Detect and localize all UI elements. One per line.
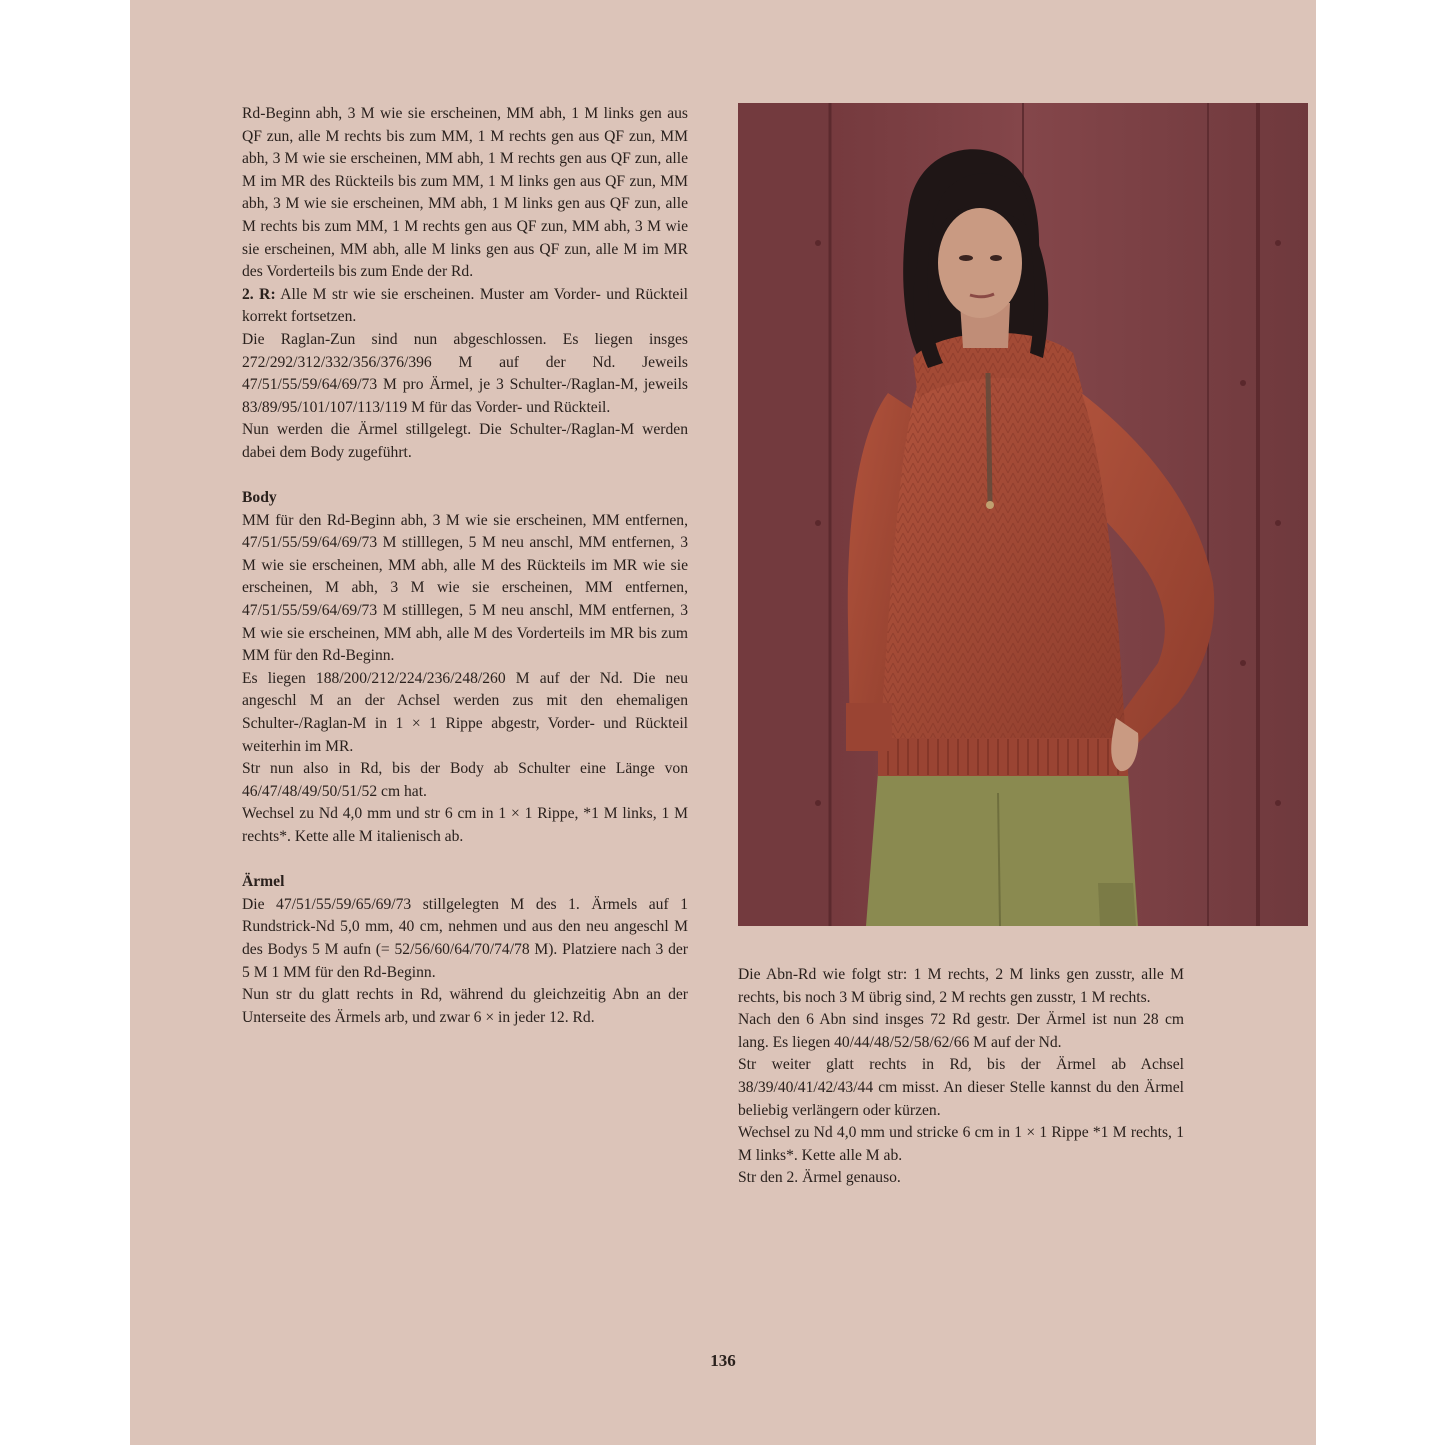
page-number: 136	[710, 1351, 736, 1370]
paragraph: Wechsel zu Nd 4,0 mm und stricke 6 cm in 1 × 1 Rippe *1 M rechts, 1 M links*. Kette alle M ab.	[738, 1124, 1184, 1164]
paragraph: Die 47/51/55/59/65/69/73 stillgelegten M des 1. Ärmels auf 1 Rundstrick-Nd 5,0 mm, 40 cm, nehmen und aus den neu angeschl M des Bodys 5 M aufn (= 52/56/60/64/70/74/78 M). Platziere nach 3 der 5 M 1 MM für den Rd-Beginn.	[242, 895, 688, 981]
paragraph: Nun str du glatt rechts in Rd, während du gleichzeitig Abn an der Unterseite des Ärmels arb, und zwar 6 × in jeder 12. Rd.	[242, 986, 688, 1026]
book-page	[130, 0, 1316, 1445]
left-text-column	[242, 103, 688, 1029]
paragraph	[242, 284, 688, 329]
section-heading-body: Body	[242, 489, 277, 507]
paragraph: Es liegen 188/200/212/224/236/248/260 M auf der Nd. Die neu angeschl M an der Achsel werden zus mit den ehemaligen Schulter-/Raglan-M in 1 × 1 Rippe abgestr, Vorder- und Rückteil weiterhin im MR.	[242, 669, 688, 755]
section-heading-armel: Ärmel	[242, 873, 285, 891]
paragraph: Str den 2. Ärmel genauso.	[738, 1169, 901, 1187]
paragraph: Die Raglan-Zun sind nun abgeschlossen. Es liegen insges 272/292/312/332/356/376/396 M auf der Nd. Jeweils 47/51/55/59/64/69/73 M pro Ärmel, je 3 Schulter-/Raglan-M, jeweils 83/89/95/101/107/113/119 M für das Vorder- und Rückteil.	[242, 330, 688, 416]
paragraph: Rd-Beginn abh, 3 M wie sie erscheinen, MM abh, 1 M links gen aus QF zun, alle M rechts bis zum MM, 1 M rechts gen aus QF zun, MM abh, 3 M wie sie erscheinen, MM abh, 1 M rechts gen aus QF zun, alle M im MR des Rückteils bis zum MM, 1 M links gen aus QF zun, MM abh, 3 M wie sie erscheinen, MM abh, 1 M links gen aus QF zun, alle M rechts bis zum MM, 1 M rechts gen aus QF zun, MM abh, 3 M wie sie erscheinen, MM abh, alle M links gen aus QF zun, alle M im MR des Vorderteils bis zum Ende der Rd.	[242, 105, 688, 281]
paragraph: Nach den 6 Abn sind insges 72 Rd gestr. Der Ärmel ist nun 28 cm lang. Es liegen 40/44/48/52/58/62/66 M auf der Nd.	[738, 1011, 1184, 1051]
paragraph: Die Abn-Rd wie folgt str: 1 M rechts, 2 M links gen zusstr, alle M rechts, bis noch 3 M übrig sind, 2 M rechts gen zusstr, 1 M rechts.	[738, 966, 1184, 1006]
row-text: Alle M str wie sie erscheinen. Muster am Vorder- und Rückteil korrekt fortsetzen.	[242, 285, 688, 326]
paragraph: Str nun also in Rd, bis der Body ab Schulter eine Länge von 46/47/48/49/50/51/52 cm hat.	[242, 760, 688, 800]
row-label: 2. R:	[242, 285, 276, 303]
right-text-column	[738, 964, 1184, 1190]
model-photo	[738, 103, 1308, 926]
paragraph: Str weiter glatt rechts in Rd, bis der Ärmel ab Achsel 38/39/40/41/42/43/44 cm misst. An dieser Stelle kannst du den Ärmel beliebig verlängern oder kürzen.	[738, 1056, 1184, 1119]
paragraph: Nun werden die Ärmel stillgelegt. Die Schulter-/Raglan-M werden dabei dem Body zugeführt.	[242, 421, 688, 461]
paragraph: Wechsel zu Nd 4,0 mm und str 6 cm in 1 × 1 Rippe, *1 M links, 1 M rechts*. Kette alle M italienisch ab.	[242, 805, 688, 845]
paragraph: MM für den Rd-Beginn abh, 3 M wie sie erscheinen, MM entfernen, 47/51/55/59/64/69/73 M stilllegen, 5 M neu anschl, MM entfernen, 3 M wie sie erscheinen, MM abh, alle M des Rückteils im MR wie sie erscheinen, M abh, 3 M wie sie erscheinen, MM entfernen, 47/51/55/59/64/69/73 M stilllegen, 5 M neu anschl, MM entfernen, 3 M wie sie erscheinen, MM abh, alle M des Vorderteils im MR bis zum MM für den Rd-Beginn.	[242, 511, 688, 665]
